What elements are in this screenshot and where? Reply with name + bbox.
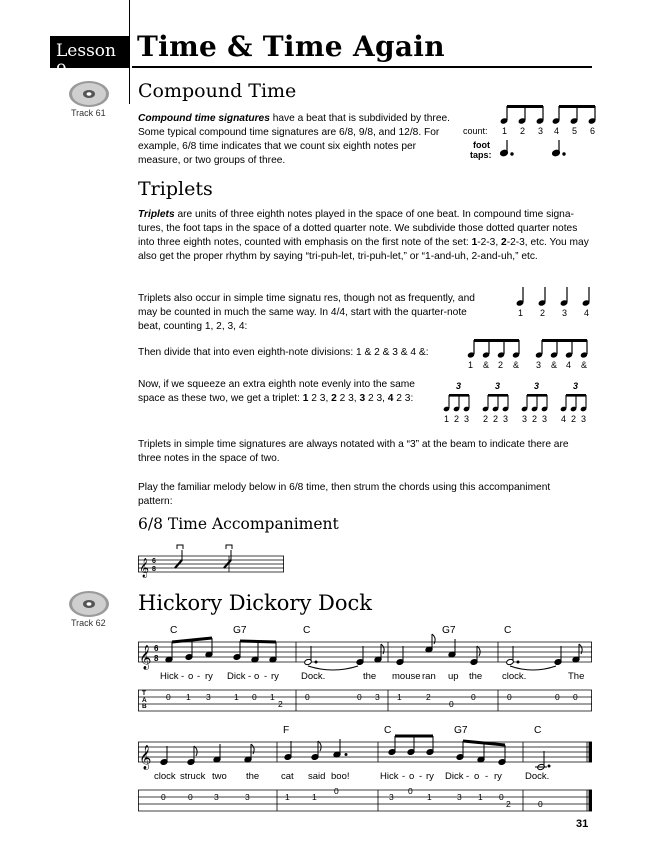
accompaniment-staff [138,540,284,582]
svg-text:𝄞: 𝄞 [139,746,152,769]
count-label: count: [463,126,488,136]
triplets-paragraph-2: Triplets also occur in simple time signatu res, though not as frequently, and may be counted in much the same way. In 4/4, start with the quarter-note beat, counting 1, 2, 3, 4: [138,293,475,332]
cd-icon [68,590,110,620]
tab-clef: T A B [142,690,147,710]
foot-label: foot [473,140,490,150]
header-rule [132,66,592,68]
cd-icon [68,80,110,110]
chord-symbol: G7 [233,625,247,636]
svg-text:6: 6 [152,558,156,565]
lyrics-line-1: Hick - o - ry Dick - o - ry Dock. the mouse ran up the clock. The [160,671,585,682]
svg-text:6: 6 [154,644,159,653]
header-vertical-rule [129,0,130,104]
svg-text:𝄞: 𝄞 [139,558,150,577]
svg-text:8: 8 [152,566,156,573]
page-number: 31 [576,818,589,830]
track-62-label: Track 62 [71,618,106,628]
chord-symbol: C [170,625,178,636]
song-line-1: 𝄞 6 8 C G7 C G7 C Hick - o - ry Dick - o - ry Dock. the mouse ran up the clock. The T A B 0 1 3 1 0 1 2 0 0 3 1 2 0 0 [138,620,592,720]
triplet-mark: 3 [495,381,501,391]
taps-label: taps: [470,150,492,160]
eighth-notes-figure: 1 & 2 & 3 & 4 & [466,336,600,372]
quarter-notes-figure: 1 2 3 4 [512,284,602,320]
accompaniment-heading: 6/8 Time Accompaniment [138,515,339,533]
compound-rhythm-figure: count: 1 2 3 4 5 6 foot taps: [462,100,602,172]
triplet-mark: 3 [534,381,540,391]
chord-symbol: C [384,725,392,736]
triplet-mark: 3 [456,381,462,391]
compound-heading: Compound Time [138,80,297,102]
svg-text:8: 8 [154,654,159,663]
song-title: Hickory Dickory Dock [138,591,372,615]
lyrics-line-2: clock struck two the cat said boo! Hick - o - ry Dick - o - ry Dock. [154,771,550,782]
triplet-notes-figure: 3 3 3 3 1 2 3 2 2 3 3 2 3 4 2 3 [444,381,587,424]
chord-symbol: F [283,725,290,736]
lesson-badge [50,36,133,81]
song-line-2: 𝄞 F C G7 C clock struck two the cat said boo! Hick - o - ry Dick - o - ry Dock. 0 0 3 3 1 1 0 3 0 1 3 1 0 2 0 [138,720,592,820]
chord-symbol: G7 [454,725,468,736]
lesson-label: Lesson 9 [56,41,116,81]
triplets-paragraph-5: Triplets in simple time signatures are always notated with a “3” at the beam to indicate there are three notes in the space of two. [138,439,569,464]
svg-text:𝄞: 𝄞 [139,646,152,669]
triplets-paragraph-4: Now, if we squeeze an extra eighth note evenly into the same space as these two, we get a triplet: 1 2 3, 2 2 3, 3 2 3, 4 2 3: [138,379,415,404]
chord-symbol: C [303,625,311,636]
compound-paragraph: Compound time signatures have a beat that is subdivided by three. Some typical compound time signatures are 6/8, 9/8, and 12/8. For example, 6/8 time indicates that we count six eighth notes per measure, or two groups of three. [138,113,450,166]
chord-symbol: C [504,625,512,636]
triplets-paragraph-1: Triplets are units of three eighth notes played in the space of one beat. In compound time signatures, the foot taps in the space of a dotted quarter note. We subdivide those dotted quarter notes into three eighth notes, counted with emphasis on the first note of the set: 1-2-3, 2-2-3, etc. You may also get the proper rhythm by saying “tri-puh-let, tri-puh-let,” or “1-and-uh, 2-and-uh,” etc. [138,209,589,262]
triplet-mark: 3 [573,381,579,391]
track-61-label: Track 61 [71,108,106,118]
page-title: Time & Time Again [137,30,445,63]
triplets-heading: Triplets [138,178,213,200]
triplets-paragraph-3: Then divide that into even eighth-note divisions: 1 & 2 & 3 & 4 &: [138,347,429,358]
chord-symbol: C [534,725,542,736]
chord-symbol: G7 [442,625,456,636]
triplets-paragraph-6: Play the familiar melody below in 6/8 time, then strum the chords using this accompaniment pattern: [138,482,551,507]
